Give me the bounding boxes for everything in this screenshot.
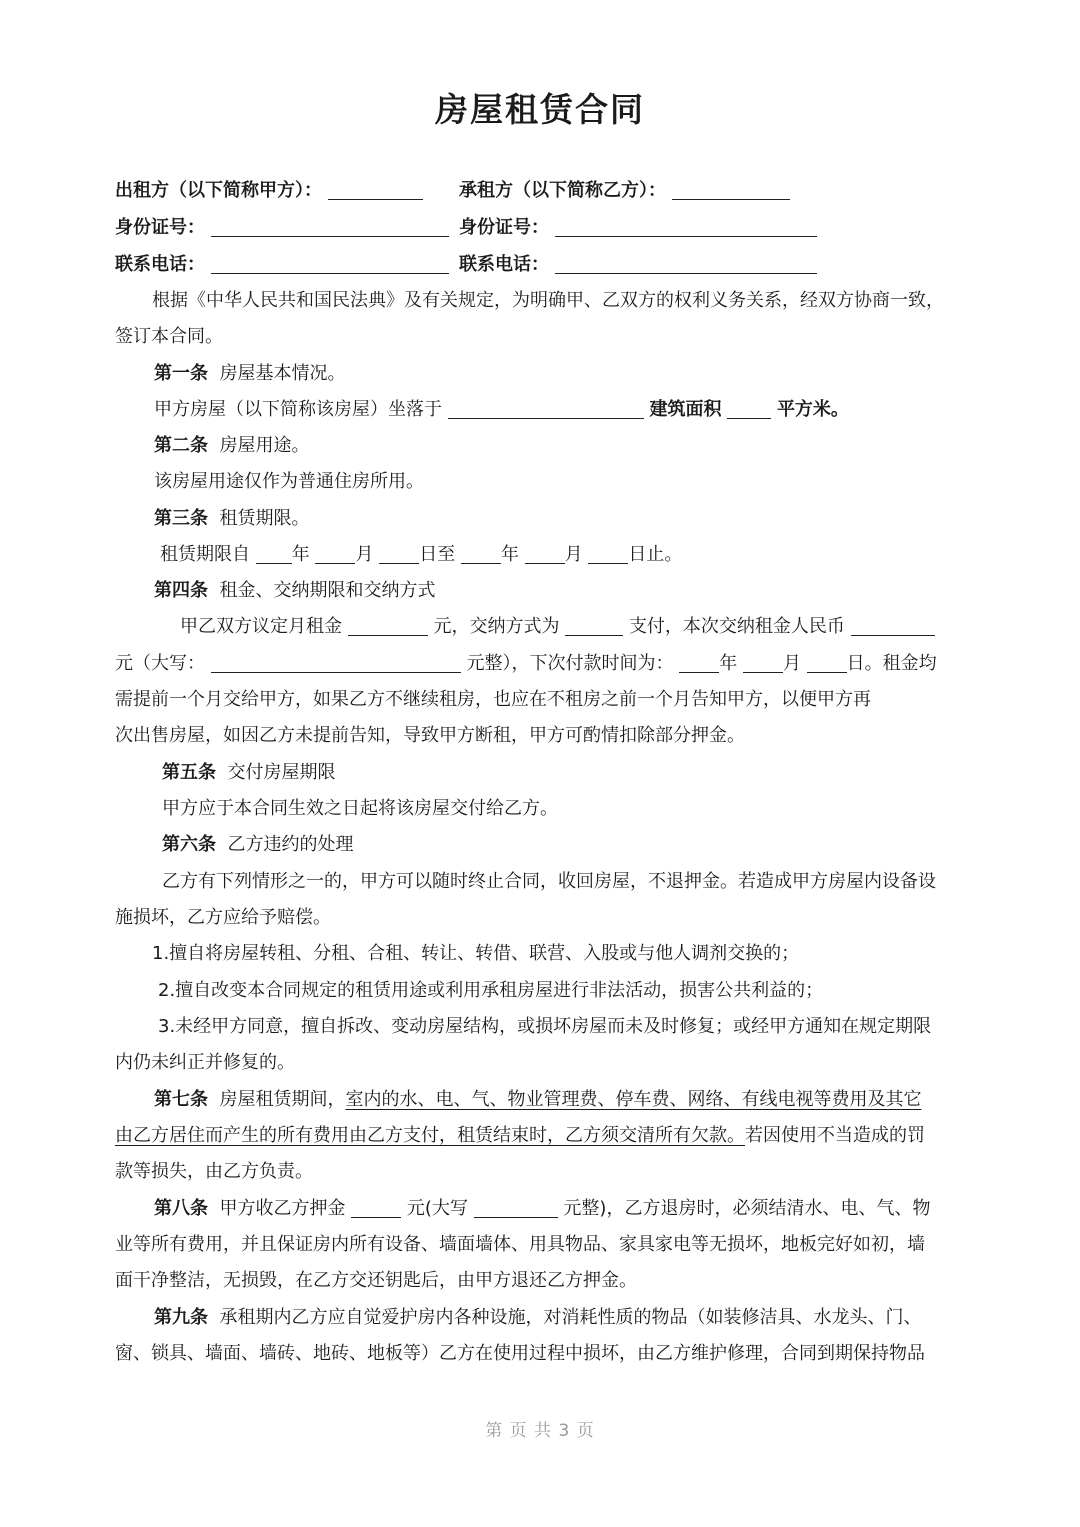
page-footer: 第 页 共 3 页 (485, 1421, 595, 1441)
payment-method-blank[interactable] (565, 615, 623, 636)
amount-in-words-blank[interactable] (211, 652, 461, 673)
current-payment-blank[interactable] (851, 615, 935, 636)
start-month-unit: 月 (355, 544, 374, 565)
lessor-phone-blank[interactable] (211, 253, 449, 274)
article-3-title: 租赁期限。 (219, 508, 310, 529)
end-day-unit: 日止。 (628, 544, 683, 565)
next-payment-month-unit: 月 (782, 653, 801, 674)
house-location-blank[interactable] (448, 398, 644, 419)
start-month-blank[interactable] (315, 543, 355, 564)
article-9-line-2: 窗、锁具、墙面、墙砖、地砖、地板等）乙方在使用过程中损坏，由乙方维护修理，合同到期保持物品 (115, 1343, 925, 1364)
article-8-line-2: 业等所有费用，并且保证房内所有设备、墙面墙体、用具物品、家具家电等无损坏，地板完好如初，墙 (115, 1234, 925, 1255)
article-2-number: 第二条 (154, 435, 208, 456)
end-day-blank[interactable] (588, 543, 628, 564)
lessor-id-row (115, 215, 449, 241)
article-6-line-2: 施损坏，乙方应给予赔偿。 (115, 907, 331, 928)
next-payment-year-unit: 年 (719, 653, 738, 674)
rent-line-2 (115, 651, 937, 677)
article-4-number: 第四条 (154, 580, 208, 601)
preamble-line-1: 根据《中华人民共和国民法典》及有关规定，为明确甲、乙双方的权利义务关系，经双方协商一致， (152, 290, 944, 311)
article-9-number: 第九条 (154, 1307, 208, 1328)
lessor-name-blank[interactable] (328, 179, 423, 200)
lease-term-row (160, 542, 682, 568)
next-payment-day-unit: 日。租金均 (846, 653, 937, 674)
lessee-name-blank[interactable] (672, 179, 790, 200)
deposit-amount-blank[interactable] (351, 1197, 401, 1218)
article-5-text: 甲方应于本合同生效之日起将该房屋交付给乙方。 (162, 798, 558, 819)
article-5-title: 交付房屋期限 (227, 762, 336, 783)
article-7-underlined-1: 室内的水、电、气、物业管理费、停车费、网络、有线电视等费用及其它 (345, 1089, 922, 1110)
article-7-intro: 房屋租赁期间， (219, 1089, 346, 1110)
article-7-number: 第七条 (154, 1089, 208, 1110)
current-payment-label: 支付，本次交纳租金人民币 (628, 616, 845, 637)
article-1-title: 房屋基本情况。 (219, 363, 346, 384)
article-8-number: 第八条 (154, 1198, 208, 1219)
article-1-number: 第一条 (154, 363, 208, 384)
area-unit: 平方米。 (776, 399, 849, 420)
lessor-row (115, 178, 423, 204)
article-3-heading-row (154, 506, 309, 532)
deposit-line-tail: 元整)，乙方退房时，必须结清水、电、气、物 (563, 1198, 931, 1219)
article-6-heading-row (162, 832, 353, 858)
payment-method-label: 元，交纳方式为 (433, 616, 560, 637)
article-8-line-3: 面干净整洁，无损毁，在乙方交还钥匙后，由甲方退还乙方押金。 (115, 1270, 637, 1291)
start-day-blank[interactable] (379, 543, 419, 564)
area-label: 建筑面积 (649, 399, 722, 420)
end-month-blank[interactable] (525, 543, 565, 564)
article-6-item-1: 1.擅自将房屋转租、分租、合租、转让、转借、联营、入股或与他人调剂交换的； (152, 943, 800, 964)
article-8-line-1 (154, 1196, 930, 1222)
lessor-phone-row (115, 252, 449, 278)
lessee-phone-row (459, 252, 817, 278)
article-5-number: 第五条 (162, 762, 216, 783)
article-3-number: 第三条 (154, 508, 208, 529)
lessee-id-row (459, 215, 817, 241)
article-1-text (154, 397, 849, 423)
next-payment-month-blank[interactable] (743, 652, 783, 673)
lessor-phone-label: 联系电话： (115, 254, 205, 275)
end-month-unit: 月 (564, 544, 583, 565)
document-title: 房屋租赁合同 (435, 90, 645, 129)
article-9-text-1: 承租期内乙方应自觉爱护房内各种设施，对消耗性质的物品（如装修洁具、水龙头、门、 (219, 1307, 922, 1328)
lessee-row (459, 178, 790, 204)
lessee-id-label: 身份证号： (459, 217, 549, 238)
article-6-title: 乙方违约的处理 (227, 834, 354, 855)
article-6-item-2: 2.擅自改变本合同规定的租赁用途或利用承租房屋进行非法活动，损害公共利益的； (158, 980, 824, 1001)
lessor-id-blank[interactable] (211, 216, 449, 237)
next-payment-year-blank[interactable] (679, 652, 719, 673)
article-6-item-3b: 内仍未纠正并修复的。 (115, 1052, 295, 1073)
lease-term-label: 租赁期限自 (160, 544, 250, 565)
deposit-label: 甲方收乙方押金 (219, 1198, 346, 1219)
monthly-rent-label: 甲乙双方议定月租金 (180, 616, 342, 637)
lessor-id-label: 身份证号： (115, 217, 205, 238)
area-blank[interactable] (727, 398, 771, 419)
article-7-line-1 (154, 1087, 921, 1113)
lessee-id-blank[interactable] (555, 216, 817, 237)
deposit-words-blank[interactable] (474, 1197, 558, 1218)
amount-in-words-label: 元（大写： (115, 653, 205, 674)
start-day-unit: 日至 (419, 544, 456, 565)
article-2-heading-row (154, 433, 309, 459)
deposit-words-label: 元(大写 (406, 1198, 468, 1219)
article-6-item-3a: 3.未经甲方同意，擅自拆改、变动房屋结构，或损坏房屋而未及时修复；或经甲方通知在规定期限 (158, 1016, 932, 1037)
lessor-label: 出租方（以下简称甲方）： (115, 180, 322, 201)
article-7-line-2 (115, 1123, 925, 1149)
rent-line-3: 需提前一个月交给甲方，如果乙方不继续租房，也应在不租房之前一个月告知甲方，以便甲方再 (115, 689, 871, 710)
preamble-line-2: 签订本合同。 (115, 326, 223, 347)
article-4-title: 租金、交纳期限和交纳方式 (219, 580, 436, 601)
start-year-blank[interactable] (256, 543, 292, 564)
rent-line-1 (180, 614, 935, 640)
article-5-heading-row (162, 760, 335, 786)
lessee-phone-blank[interactable] (555, 253, 817, 274)
end-year-unit: 年 (500, 544, 519, 565)
end-year-blank[interactable] (461, 543, 501, 564)
lessee-label: 承租方（以下简称乙方）： (459, 180, 666, 201)
article-6-number: 第六条 (162, 834, 216, 855)
rent-line-4: 次出售房屋，如因乙方未提前告知，导致甲方断租，甲方可酌情扣除部分押金。 (115, 725, 745, 746)
article-1-heading-row (154, 361, 345, 387)
next-payment-day-blank[interactable] (807, 652, 847, 673)
article-6-line-1: 乙方有下列情形之一的，甲方可以随时终止合同，收回房屋，不退押金。若造成甲方房屋内设备设 (162, 871, 936, 892)
next-payment-label: 元整），下次付款时间为： (466, 653, 674, 674)
monthly-rent-blank[interactable] (348, 615, 428, 636)
article-2-text: 该房屋用途仅作为普通住房所用。 (154, 471, 424, 492)
start-year-unit: 年 (291, 544, 310, 565)
article-1-location-label: 甲方房屋（以下简称该房屋）坐落于 (154, 399, 442, 420)
article-4-heading-row (154, 578, 435, 604)
article-2-title: 房屋用途。 (219, 435, 310, 456)
lessee-phone-label: 联系电话： (459, 254, 549, 275)
article-7-line-3: 款等损失，由乙方负责。 (115, 1161, 313, 1182)
article-7-underlined-2: 由乙方居住而产生的所有费用由乙方支付，租赁结束时，乙方须交清所有欠款。 (115, 1125, 745, 1146)
article-7-line-2-tail: 若因使用不当造成的罚 (745, 1125, 925, 1146)
article-9-line-1 (154, 1305, 921, 1331)
